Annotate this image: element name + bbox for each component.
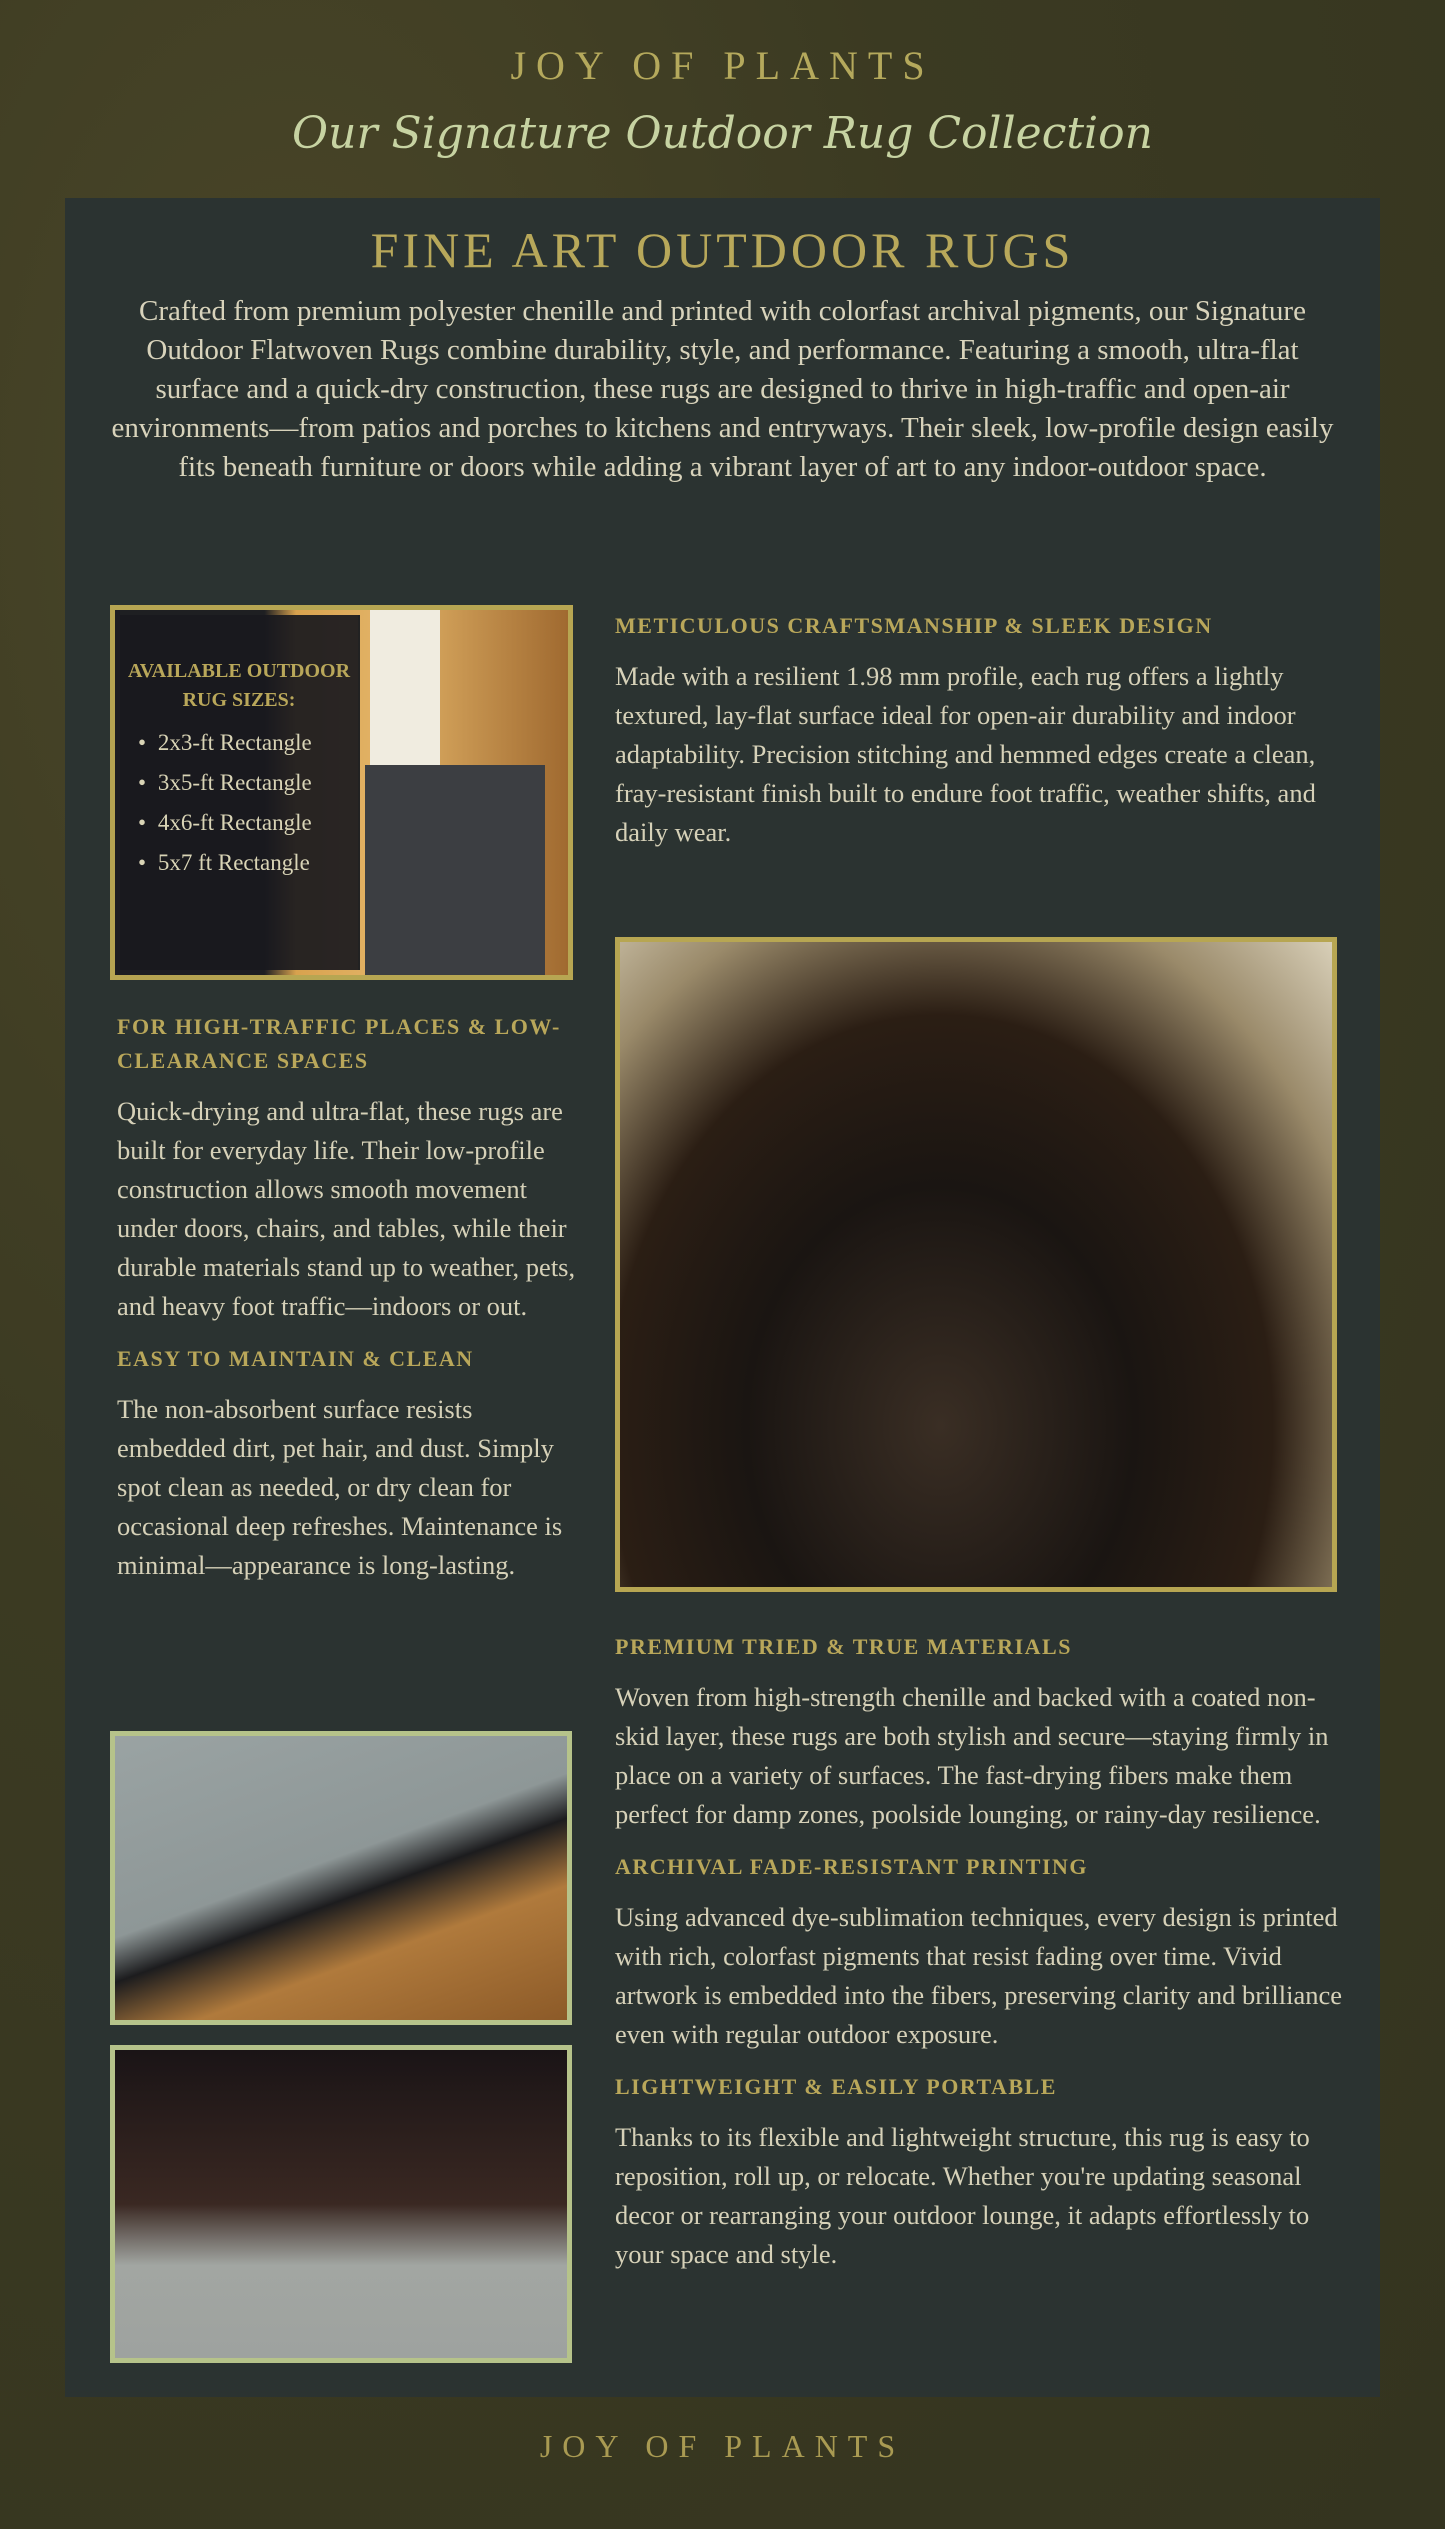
section-heading: PREMIUM TRIED & TRUE MATERIALS	[615, 1634, 1072, 1659]
left-sections	[117, 1010, 577, 1601]
door-photo	[370, 610, 440, 770]
content-panel	[65, 198, 1380, 2397]
sizes-image	[110, 605, 573, 980]
page-title: FINE ART OUTDOOR RUGS	[370, 222, 1075, 278]
brand-header: JOY OF PLANTS	[510, 43, 935, 88]
sizes-heading: AVAILABLE OUTDOOR RUG SIZES:	[127, 660, 351, 711]
sizes-overlay	[120, 615, 360, 970]
collection-subtitle: Our Signature Outdoor Rug Collection	[292, 108, 1153, 159]
size-item: • 2x3-ft Rectangle	[138, 723, 358, 763]
right-sections	[615, 1630, 1355, 2290]
craftsmanship-section	[615, 609, 1335, 868]
section-heading: EASY TO MAINTAIN & CLEAN	[117, 1346, 474, 1371]
section-heading: FOR HIGH-TRAFFIC PLACES & LOW-CLEARANCE SPACES	[117, 1014, 561, 1073]
size-item: • 5x7 ft Rectangle	[138, 843, 358, 883]
section-text: Woven from high-strength chenille and backed with a coated non-skid layer, these rugs are both stylish and secure—staying firmly in place on a variety of surfaces. The fast-drying fibers make them perfect for damp zones, poolside lounging, or rainy-day resilience.	[615, 1682, 1329, 1829]
section-text: The non-absorbent surface resists embedded dirt, pet hair, and dust. Simply spot clean as needed, or dry clean for occasional deep refreshes. Maintenance is minimal—appearance is long-lasting.	[117, 1394, 563, 1580]
intro-text: Crafted from premium polyester chenille and printed with colorfast archival pigments, our Signature Outdoor Flatwoven Rugs combine durability, style, and performance. Featuring a smooth, ultra-flat surface and a quick-dry construction, these rugs are designed to thrive in high-traffic and open-air environments—from patios and porches to kitchens and entryways. Their sleek, low-profile design easily fits beneath furniture or doors while adding a vibrant layer of art to any indoor-outdoor space.	[111, 295, 1334, 483]
section-text: Using advanced dye-sublimation techniques, every design is printed with rich, colorfast pigments that resist fading over time. Vivid artwork is embedded into the fibers, preserving clarity and brilliance even with regular outdoor exposure.	[615, 1902, 1343, 2049]
section-heading: ARCHIVAL FADE-RESISTANT PRINTING	[615, 1854, 1089, 1879]
runner-rug-photo	[365, 765, 545, 975]
section-heading: METICULOUS CRAFTSMANSHIP & SLEEK DESIGN	[615, 613, 1213, 638]
size-item: • 3x5-ft Rectangle	[138, 763, 358, 803]
rug-corner-photo	[110, 2045, 572, 2363]
section-text: Thanks to its flexible and lightweight structure, this rug is easy to reposition, roll up, or relocate. Whether you're updating seasonal decor or rearranging your outdoor lounge, it adapts effortlessly to your space and style.	[615, 2122, 1310, 2269]
section-text: Quick-drying and ultra-flat, these rugs are built for everyday life. Their low-profile construction allows smooth movement under doors, chairs, and tables, while their durable materials stand up to weather, pets, and heavy foot traffic—indoors or out.	[117, 1096, 576, 1321]
section-text: Made with a resilient 1.98 mm profile, each rug offers a lightly textured, lay-flat surface ideal for open-air durability and indoor adaptability. Precision stitching and hemmed edges create a clean, fray-resistant finish built to endure foot traffic, weather shifts, and daily wear.	[615, 661, 1316, 847]
brand-footer: JOY OF PLANTS	[539, 2428, 906, 2464]
rug-backing-photo	[110, 1731, 572, 2025]
rolled-rug-photo	[615, 937, 1337, 1592]
sizes-list	[120, 723, 358, 883]
size-item: • 4x6-ft Rectangle	[138, 803, 358, 843]
section-heading: LIGHTWEIGHT & EASILY PORTABLE	[615, 2074, 1057, 2099]
